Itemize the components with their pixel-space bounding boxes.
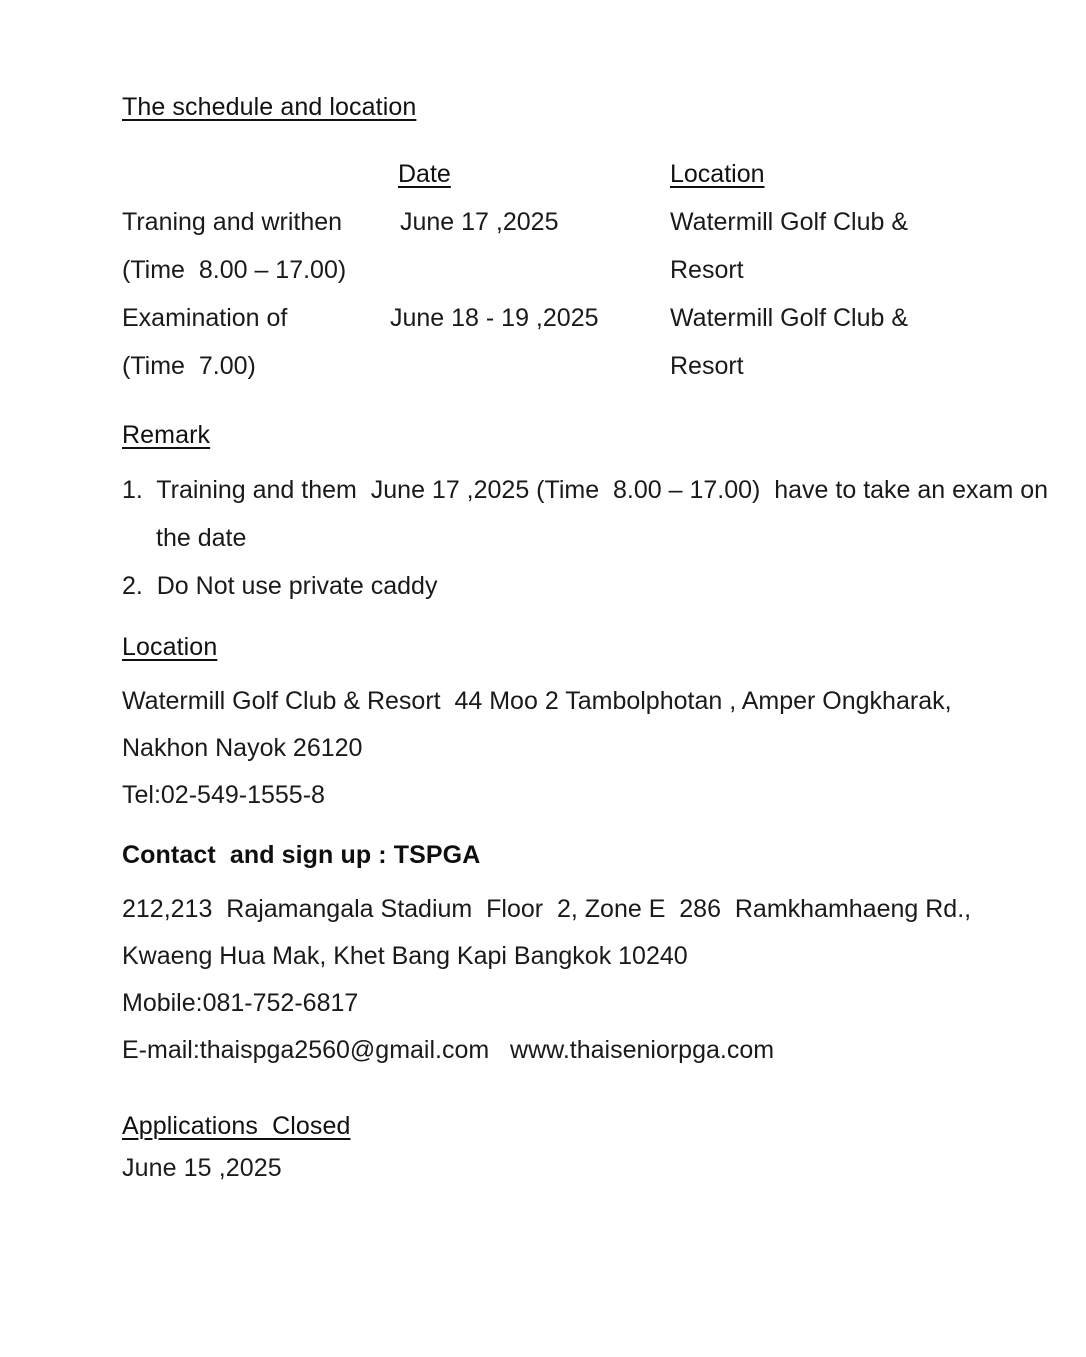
contact-address-line: Kwaeng Hua Mak, Khet Bang Kapi Bangkok 10240 — [122, 942, 688, 970]
schedule-row-location-sub: Resort — [670, 256, 744, 284]
remark-list — [122, 466, 1049, 610]
column-header-location: Location — [670, 160, 765, 188]
remark-item: 1. Training and them June 17 ,2025 (Time 8.00 – 17.00) have to take an exam on — [122, 476, 1049, 504]
schedule-row-date: June 17 ,2025 — [400, 208, 559, 236]
schedule-table — [122, 160, 982, 400]
contact-address-line: 212,213 Rajamangala Stadium Floor 2, Zone E 286 Ramkhamhaeng Rd., — [122, 895, 972, 923]
schedule-row-task-time: (Time 7.00) — [122, 352, 256, 380]
schedule-row-task: Traning and writhen — [122, 208, 343, 236]
contact-heading: Contact and sign up : TSPGA — [122, 841, 481, 869]
remark-item: 2. Do Not use private caddy — [122, 572, 438, 600]
location-heading: Location — [122, 633, 218, 661]
contact-block — [122, 886, 971, 1074]
schedule-row — [122, 304, 982, 352]
location-address-line: Nakhon Nayok 26120 — [122, 734, 363, 762]
schedule-row — [122, 208, 982, 256]
page-title: The schedule and location — [122, 93, 417, 121]
location-phone-line: Tel:02-549-1555-8 — [122, 781, 325, 809]
schedule-row-sub — [122, 352, 982, 400]
applications-closed-heading: Applications Closed — [122, 1112, 351, 1140]
schedule-row-location: Watermill Golf Club & — [670, 208, 909, 236]
location-address-line: Watermill Golf Club & Resort 44 Moo 2 Tambolphotan , Amper Ongkharak, — [122, 687, 952, 715]
applications-closed-date: June 15 ,2025 — [122, 1154, 282, 1182]
schedule-row-date: June 18 - 19 ,2025 — [390, 304, 599, 332]
remark-item-continuation: the date — [156, 524, 247, 552]
location-block — [122, 678, 952, 819]
schedule-row-task-time: (Time 8.00 – 17.00) — [122, 256, 347, 284]
contact-mobile-line: Mobile:081-752-6817 — [122, 989, 359, 1017]
schedule-row-location-sub: Resort — [670, 352, 744, 380]
contact-email-line: E-mail:thaispga2560@gmail.com www.thaiseniorpga.com — [122, 1036, 775, 1064]
schedule-row-task: Examination of — [122, 304, 288, 332]
schedule-row-sub — [122, 256, 982, 304]
remark-heading: Remark — [122, 421, 211, 449]
schedule-row-location: Watermill Golf Club & — [670, 304, 909, 332]
schedule-header-row — [122, 160, 982, 208]
column-header-date: Date — [398, 160, 451, 188]
